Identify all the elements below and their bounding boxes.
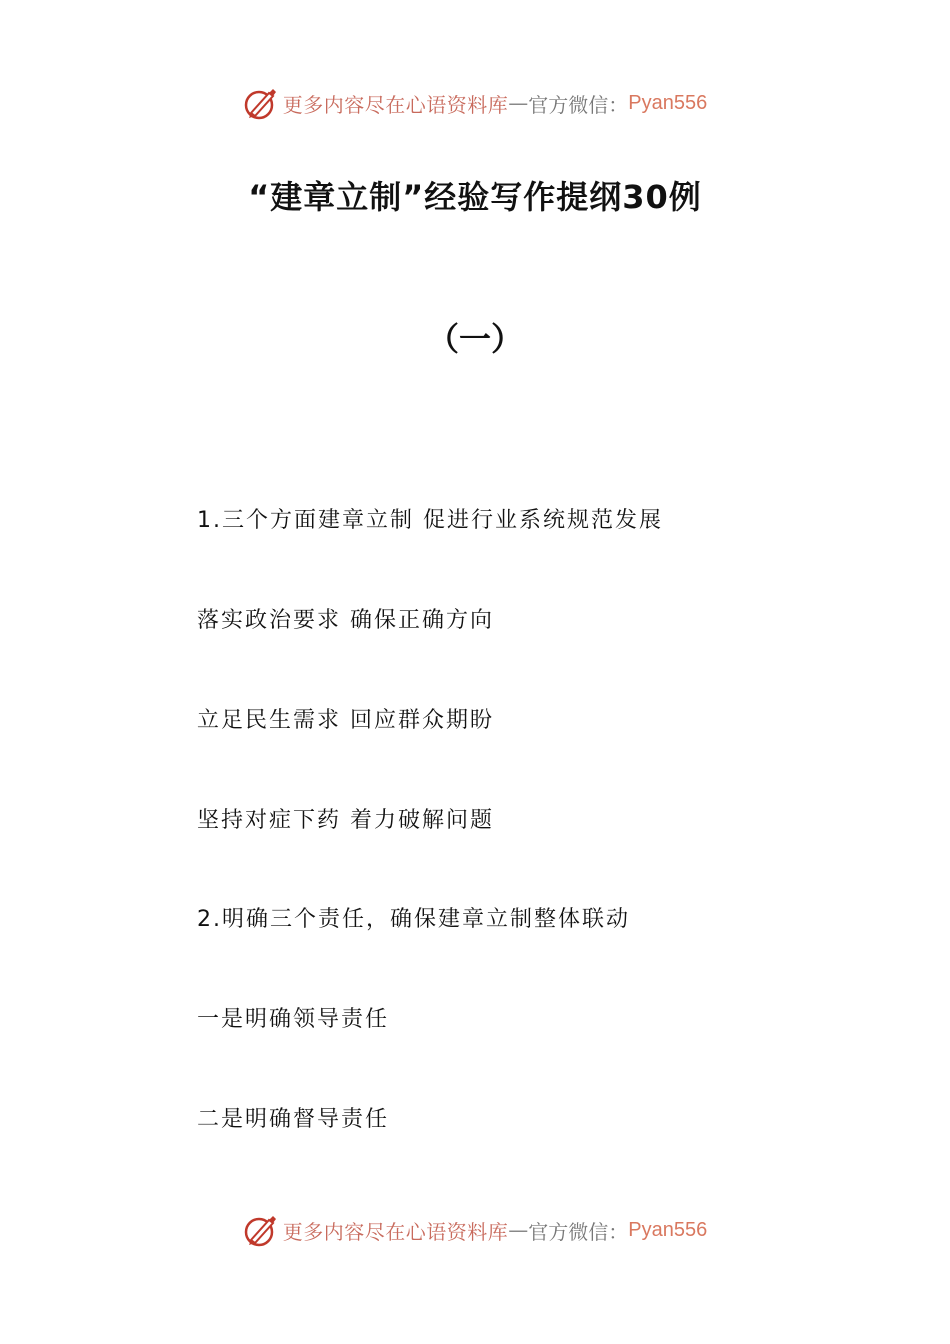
watermark-brand-text: 更多内容尽在心语资料库 [282,92,509,117]
outline-subitem: 二是明确督导责任 [197,1107,390,1132]
watermark-dash: — [508,1218,529,1242]
header-watermark [0,83,950,123]
outline-subitem: 一是明确领导责任 [197,1007,390,1032]
outline-subitem: 落实政治要求 确保正确方向 [197,608,494,633]
outline-item-2: 2.明确三个责任，确保建章立制整体联动 [197,907,630,932]
pen-logo-icon [243,1212,279,1248]
pen-logo-icon [243,85,279,121]
watermark-wechat-id: Pyan556 [628,91,708,114]
footer-watermark [0,1210,950,1250]
outline-item-1: 1.三个方面建章立制 促进行业系统规范发展 [197,508,663,533]
watermark-label: 官方微信： [528,92,629,117]
document-title: “建章立制”经验写作提纲30例 [248,178,702,216]
watermark-dash: — [508,91,529,115]
outline-subitem: 立足民生需求 回应群众期盼 [197,708,494,733]
outline-subitem: 坚持对症下药 着力破解问题 [197,808,494,833]
watermark-wechat-id: Pyan556 [628,1218,708,1241]
watermark-brand-text: 更多内容尽在心语资料库 [282,1219,509,1244]
watermark-label: 官方微信： [528,1219,629,1244]
section-heading: （一） [426,320,523,358]
